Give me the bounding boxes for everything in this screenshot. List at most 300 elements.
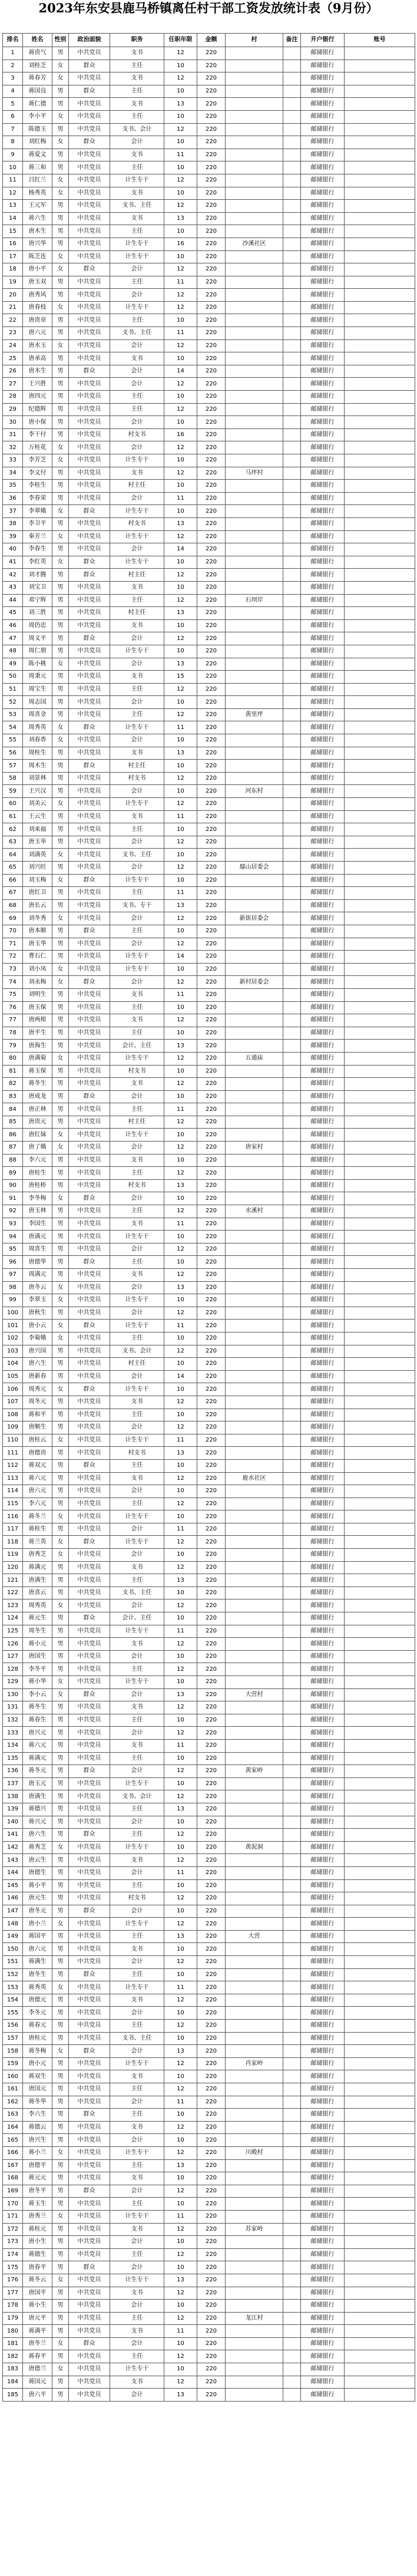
cell-village [226, 174, 283, 187]
cell-account [345, 301, 415, 314]
cell-bank: 邮储银行 [301, 1892, 345, 1905]
cell-years: 10 [164, 1510, 197, 1523]
cell-amount: 220 [197, 2300, 226, 2313]
cell-account [345, 161, 415, 174]
cell-remark [283, 314, 301, 327]
cell-village [226, 1638, 283, 1651]
cell-years: 10 [164, 1090, 197, 1103]
cell-remark [283, 1027, 301, 1040]
cell-account [345, 136, 415, 149]
cell-position: 支书、专干 [110, 899, 164, 912]
cell-position: 计生专干 [110, 1510, 164, 1523]
cell-bank: 邮储银行 [301, 72, 345, 85]
cell-gender: 男 [52, 1765, 69, 1778]
cell-remark [283, 2185, 301, 2198]
cell-years: 12 [164, 2287, 197, 2300]
cell-village [226, 683, 283, 696]
cell-rank: 89 [3, 1167, 23, 1180]
cell-remark [283, 2325, 301, 2338]
cell-name: 蒋三和 [23, 161, 52, 174]
cell-rank: 155 [3, 2007, 23, 2020]
cell-amount: 220 [197, 1103, 226, 1116]
cell-political-status: 中共党员 [69, 1956, 110, 1969]
cell-name: 蒋满元 [23, 1752, 52, 1765]
cell-account [345, 1332, 415, 1345]
cell-position: 计生专干 [110, 963, 164, 976]
table-row [3, 683, 415, 696]
table-row [3, 2274, 415, 2287]
cell-amount: 220 [197, 874, 226, 887]
cell-amount: 220 [197, 480, 226, 493]
table-row [3, 72, 415, 85]
cell-name: 唐德生 [23, 1866, 52, 1879]
table-row [3, 1549, 415, 1562]
cell-bank: 邮储银行 [301, 161, 345, 174]
cell-bank: 邮储银行 [301, 1447, 345, 1460]
cell-account [345, 836, 415, 849]
cell-gender: 女 [52, 505, 69, 518]
cell-gender: 男 [52, 2261, 69, 2274]
cell-village [226, 2032, 283, 2045]
cell-political-status: 中共党员 [69, 836, 110, 849]
cell-name: 蒋兴元 [23, 1816, 52, 1829]
cell-political-status: 群众 [69, 976, 110, 989]
cell-village [226, 760, 283, 773]
cell-political-status: 中共党员 [69, 1943, 110, 1956]
cell-remark [283, 339, 301, 352]
cell-years: 15 [164, 671, 197, 684]
cell-village [226, 556, 283, 569]
cell-political-status: 群众 [69, 2337, 110, 2350]
cell-bank: 邮储银行 [301, 454, 345, 467]
cell-bank: 邮储银行 [301, 1714, 345, 1727]
cell-gender: 男 [52, 2236, 69, 2249]
cell-gender: 女 [52, 136, 69, 149]
cell-village [226, 632, 283, 645]
cell-years: 10 [164, 1714, 197, 1727]
table-row [3, 391, 415, 404]
cell-political-status: 中共党员 [69, 1650, 110, 1663]
cell-political-status: 中共党员 [69, 416, 110, 429]
cell-name: 吕红兰 [23, 174, 52, 187]
cell-name: 刘桂芝 [23, 60, 52, 72]
cell-rank: 120 [3, 1561, 23, 1574]
cell-position: 计生专干 [110, 2146, 164, 2159]
cell-name: 唐木生 [23, 225, 52, 238]
table-row [3, 1498, 415, 1510]
cell-bank: 邮储银行 [301, 887, 345, 900]
cell-position: 会计 [110, 1090, 164, 1103]
cell-bank: 邮储银行 [301, 2121, 345, 2134]
cell-amount: 220 [197, 2070, 226, 2083]
cell-village [226, 1358, 283, 1371]
cell-account [345, 505, 415, 518]
cell-remark [283, 2032, 301, 2045]
cell-account [345, 85, 415, 98]
cell-years: 12 [164, 339, 197, 352]
cell-position: 主任 [110, 2312, 164, 2325]
cell-gender: 女 [52, 530, 69, 543]
cell-amount: 220 [197, 60, 226, 72]
cell-name: 唐满生 [23, 1790, 52, 1803]
cell-position: 会计 [110, 289, 164, 302]
cell-amount: 220 [197, 1599, 226, 1612]
cell-bank: 邮储银行 [301, 110, 345, 123]
cell-account [345, 1065, 415, 1078]
cell-rank: 133 [3, 1727, 23, 1740]
cell-account [345, 289, 415, 302]
cell-account [345, 874, 415, 887]
cell-years: 13 [164, 1040, 197, 1053]
column-header-position: 职务 [110, 34, 164, 47]
cell-bank: 邮储银行 [301, 1790, 345, 1803]
cell-position: 会计 [110, 1866, 164, 1879]
cell-political-status: 群众 [69, 263, 110, 276]
cell-political-status: 中共党员 [69, 174, 110, 187]
cell-political-status: 中共党员 [69, 2223, 110, 2236]
cell-name: 蒋春元 [23, 2020, 52, 2033]
cell-bank: 邮储银行 [301, 2261, 345, 2274]
cell-rank: 148 [3, 1918, 23, 1931]
cell-account [345, 2223, 415, 2236]
cell-village [226, 810, 283, 823]
table-row [3, 988, 415, 1001]
cell-political-status: 中共党员 [69, 798, 110, 811]
cell-political-status: 中共党员 [69, 1078, 110, 1091]
cell-account [345, 2236, 415, 2249]
cell-bank: 邮储银行 [301, 1078, 345, 1091]
cell-amount: 220 [197, 352, 226, 365]
cell-remark [283, 543, 301, 556]
cell-village: 大营 [226, 1930, 283, 1943]
cell-rank: 175 [3, 2261, 23, 2274]
table-row [3, 1421, 415, 1434]
cell-political-status: 中共党员 [69, 1574, 110, 1587]
table-row [3, 2172, 415, 2185]
cell-amount: 220 [197, 594, 226, 607]
cell-political-status: 群众 [69, 2045, 110, 2058]
cell-village [226, 1981, 283, 1994]
cell-village [226, 1231, 283, 1244]
cell-years: 10 [164, 963, 197, 976]
cell-rank: 150 [3, 1943, 23, 1956]
cell-account [345, 238, 415, 250]
cell-rank: 127 [3, 1650, 23, 1663]
cell-village [226, 1383, 283, 1396]
cell-gender: 男 [52, 428, 69, 441]
cell-account [345, 416, 415, 429]
table-row [3, 1179, 415, 1192]
cell-remark [283, 1472, 301, 1485]
cell-amount: 220 [197, 212, 226, 225]
cell-account [345, 1434, 415, 1447]
cell-rank: 16 [3, 238, 23, 250]
cell-amount: 220 [197, 671, 226, 684]
cell-amount: 220 [197, 530, 226, 543]
cell-name: 刘小凤 [23, 963, 52, 976]
cell-position: 主任 [110, 1205, 164, 1218]
cell-amount: 220 [197, 441, 226, 454]
cell-rank: 96 [3, 1256, 23, 1269]
table-row [3, 1116, 415, 1129]
cell-account [345, 1905, 415, 1918]
cell-account [345, 849, 415, 862]
cell-years: 10 [164, 1358, 197, 1371]
cell-years: 12 [164, 1307, 197, 1320]
cell-position: 计生专干 [110, 645, 164, 658]
cell-position: 会计 [110, 836, 164, 849]
cell-bank: 邮储银行 [301, 1676, 345, 1689]
cell-bank: 邮储银行 [301, 85, 345, 98]
table-row [3, 899, 415, 912]
cell-gender: 男 [52, 1650, 69, 1663]
cell-name: 蒋桂元 [23, 2223, 52, 2236]
table-row [3, 1663, 415, 1676]
table-row [3, 2083, 415, 2096]
cell-rank: 149 [3, 1930, 23, 1943]
cell-account [345, 1103, 415, 1116]
cell-rank: 103 [3, 1345, 23, 1358]
cell-political-status: 中共党员 [69, 912, 110, 925]
cell-gender: 男 [52, 2325, 69, 2338]
cell-amount: 220 [197, 2083, 226, 2096]
cell-years: 10 [164, 1192, 197, 1205]
cell-position: 支书、主任 [110, 327, 164, 340]
cell-amount: 220 [197, 1892, 226, 1905]
cell-village [226, 925, 283, 938]
cell-village [226, 441, 283, 454]
table-row [3, 836, 415, 849]
cell-village [226, 1777, 283, 1790]
table-row [3, 1777, 415, 1790]
cell-amount: 220 [197, 2350, 226, 2363]
cell-remark [283, 505, 301, 518]
table-row [3, 1332, 415, 1345]
cell-village [226, 161, 283, 174]
cell-position: 会计 [110, 492, 164, 505]
cell-account [345, 1205, 415, 1218]
cell-rank: 138 [3, 1790, 23, 1803]
cell-village [226, 2389, 283, 2402]
cell-position: 计生专干 [110, 1294, 164, 1307]
cell-remark [283, 798, 301, 811]
cell-years: 10 [164, 1777, 197, 1790]
cell-bank: 邮储银行 [301, 301, 345, 314]
cell-name: 李小云 [23, 1688, 52, 1701]
cell-name: 周义平 [23, 632, 52, 645]
cell-name: 唐六生 [23, 1829, 52, 1842]
table-row [3, 951, 415, 964]
cell-position: 会计 [110, 2337, 164, 2350]
cell-bank: 邮储银行 [301, 798, 345, 811]
cell-amount: 220 [197, 1281, 226, 1294]
cell-name: 李国生 [23, 1218, 52, 1231]
cell-gender: 男 [52, 1561, 69, 1574]
cell-bank: 邮储银行 [301, 517, 345, 530]
cell-bank: 邮储银行 [301, 1650, 345, 1663]
table-row [3, 1078, 415, 1091]
cell-account [345, 810, 415, 823]
cell-remark [283, 594, 301, 607]
cell-account [345, 2083, 415, 2096]
cell-remark [283, 98, 301, 111]
cell-amount: 220 [197, 1320, 226, 1332]
table-row [3, 1765, 415, 1778]
cell-bank: 邮储银行 [301, 505, 345, 518]
cell-political-status: 中共党员 [69, 2146, 110, 2159]
cell-name: 李六生 [23, 2109, 52, 2122]
cell-remark [283, 1090, 301, 1103]
table-row [3, 2236, 415, 2249]
cell-position: 会计 [110, 339, 164, 352]
cell-position: 主任 [110, 1663, 164, 1676]
cell-account [345, 862, 415, 875]
cell-bank: 邮储银行 [301, 1854, 345, 1867]
cell-gender: 男 [52, 925, 69, 938]
cell-political-status: 群众 [69, 2261, 110, 2274]
cell-rank: 76 [3, 1001, 23, 1014]
cell-remark [283, 1040, 301, 1053]
cell-amount: 220 [197, 2337, 226, 2350]
cell-years: 12 [164, 1014, 197, 1027]
cell-name: 唐承高 [23, 352, 52, 365]
cell-years: 12 [164, 2020, 197, 2033]
cell-account [345, 963, 415, 976]
cell-remark [283, 1205, 301, 1218]
cell-remark [283, 760, 301, 773]
cell-years: 12 [164, 862, 197, 875]
cell-bank: 邮储银行 [301, 1014, 345, 1027]
table-row [3, 403, 415, 416]
cell-name: 杨秀英 [23, 187, 52, 200]
cell-name: 李文付 [23, 467, 52, 480]
cell-account [345, 365, 415, 378]
cell-political-status: 中共党员 [69, 2350, 110, 2363]
cell-rank: 79 [3, 1040, 23, 1053]
cell-political-status: 中共党员 [69, 951, 110, 964]
cell-account [345, 1307, 415, 1320]
cell-position: 主任 [110, 925, 164, 938]
cell-position: 计生专干 [110, 454, 164, 467]
cell-years: 10 [164, 874, 197, 887]
cell-rank: 90 [3, 1179, 23, 1192]
cell-village [226, 1676, 283, 1689]
cell-account [345, 1370, 415, 1383]
cell-account [345, 1167, 415, 1180]
cell-account [345, 1129, 415, 1142]
cell-name: 蒋桂生 [23, 1523, 52, 1536]
cell-rank: 163 [3, 2109, 23, 2122]
cell-gender: 男 [52, 1307, 69, 1320]
cell-village [226, 1103, 283, 1116]
cell-position: 计生专干 [110, 2210, 164, 2223]
cell-remark [283, 2057, 301, 2070]
cell-amount: 220 [197, 645, 226, 658]
cell-bank: 邮储银行 [301, 1523, 345, 1536]
cell-village [226, 2210, 283, 2223]
cell-bank: 邮储银行 [301, 810, 345, 823]
cell-bank: 邮储银行 [301, 683, 345, 696]
cell-remark [283, 530, 301, 543]
table-row [3, 110, 415, 123]
cell-position: 计生专干 [110, 530, 164, 543]
cell-rank: 65 [3, 862, 23, 875]
cell-village [226, 1943, 283, 1956]
cell-years: 12 [164, 174, 197, 187]
cell-amount: 220 [197, 2172, 226, 2185]
cell-gender: 男 [52, 708, 69, 721]
cell-gender: 男 [52, 951, 69, 964]
table-header-row [3, 34, 415, 47]
cell-remark [283, 1866, 301, 1879]
table-row [3, 1434, 415, 1447]
table-row [3, 225, 415, 238]
table-row [3, 708, 415, 721]
cell-political-status: 中共党员 [69, 1523, 110, 1536]
cell-position: 支书 [110, 352, 164, 365]
cell-years: 10 [164, 1587, 197, 1599]
cell-years: 12 [164, 2312, 197, 2325]
table-row [3, 760, 415, 773]
table-row [3, 1383, 415, 1396]
cell-name: 蒋冬华 [23, 2096, 52, 2109]
cell-name: 周仍忠 [23, 619, 52, 632]
cell-village [226, 1918, 283, 1931]
cell-position: 会计 [110, 696, 164, 709]
cell-name: 周秀英 [23, 721, 52, 734]
table-row [3, 1968, 415, 1981]
cell-rank: 119 [3, 1549, 23, 1562]
cell-bank: 邮储银行 [301, 98, 345, 111]
cell-amount: 220 [197, 1638, 226, 1651]
cell-account [345, 2172, 415, 2185]
cell-position: 支书 [110, 1154, 164, 1167]
cell-remark [283, 441, 301, 454]
cell-rank: 145 [3, 1879, 23, 1892]
cell-name: 蒋冬兰 [23, 1510, 52, 1523]
cell-village [226, 1905, 283, 1918]
cell-village [226, 1027, 283, 1040]
cell-gender: 男 [52, 98, 69, 111]
cell-account [345, 1294, 415, 1307]
cell-position: 计生专干 [110, 1320, 164, 1332]
cell-position: 会计 [110, 785, 164, 798]
cell-remark [283, 1485, 301, 1498]
cell-bank: 邮储银行 [301, 874, 345, 887]
cell-position: 村支书 [110, 1179, 164, 1192]
cell-years: 11 [164, 1625, 197, 1638]
cell-gender: 男 [52, 1968, 69, 1981]
cell-years: 13 [164, 212, 197, 225]
cell-amount: 220 [197, 1587, 226, 1599]
cell-gender: 男 [52, 2312, 69, 2325]
cell-village [226, 276, 283, 289]
cell-political-status: 中共党员 [69, 938, 110, 951]
cell-rank: 168 [3, 2172, 23, 2185]
cell-remark [283, 1663, 301, 1676]
cell-gender: 男 [52, 238, 69, 250]
cell-village [226, 492, 283, 505]
cell-bank: 邮储银行 [301, 1396, 345, 1409]
cell-gender: 男 [52, 785, 69, 798]
cell-remark [283, 1498, 301, 1510]
cell-village [226, 1498, 283, 1510]
cell-amount: 220 [197, 887, 226, 900]
cell-gender: 男 [52, 760, 69, 773]
cell-remark [283, 238, 301, 250]
cell-remark [283, 327, 301, 340]
cell-amount: 220 [197, 1192, 226, 1205]
